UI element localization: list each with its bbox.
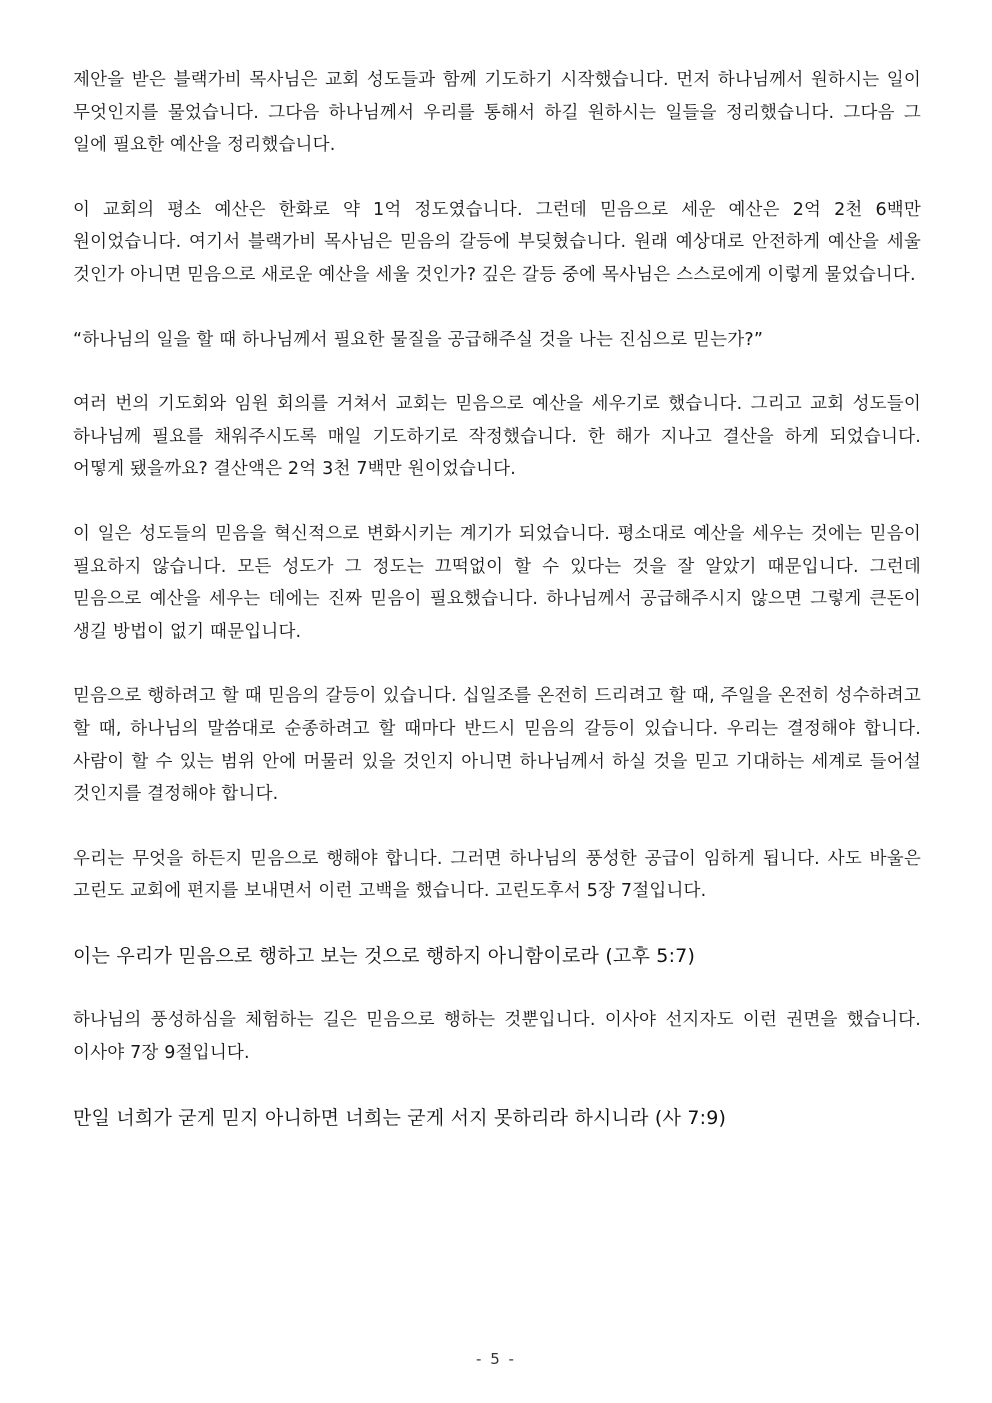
scripture-verse-2cor-5-7: 이는 우리가 믿음으로 행하고 보는 것으로 행하지 아니함이로라 (고후 5:7) — [73, 944, 696, 967]
scripture-verse-isa-7-9: 만일 너희가 굳게 믿지 아니하면 너희는 굳게 서지 못하리라 하시니라 (사 7:9) — [73, 1106, 727, 1129]
paragraph-walk-by-faith: 우리는 무엇을 하든지 믿음으로 행해야 합니다. 그러면 하나님의 풍성한 공급이 임하게 됩니다. 사도 바울은 고린도 교회에 편지를 보내면서 이런 고백을 했습니다. 고린도후서 5장 7절입니다. — [73, 848, 921, 902]
document-body — [73, 64, 921, 1166]
paragraph-proposal-prayer: 제안을 받은 블랙가비 목사님은 교회 성도들과 함께 기도하기 시작했습니다. 먼저 하나님께서 원하시는 일이 무엇인지를 물었습니다. 그다음 하나님께서 우리를 통해서 하길 원하시는 일들을 정리했습니다. 그다음 그 일에 필요한 예산을 정리했습니다. — [73, 70, 921, 156]
paragraph-isaiah-intro: 하나님의 풍성하심을 체험하는 길은 믿음으로 행하는 것뿐입니다. 이사야 선지자도 이런 권면을 했습니다. 이사야 7장 9절입니다. — [73, 1010, 921, 1064]
paragraph-budget-conflict: 이 교회의 평소 예산은 한화로 약 1억 정도였습니다. 그런데 믿음으로 세운 예산은 2억 2천 6백만 원이었습니다. 여기서 블랙가비 목사님은 믿음의 갈등에 부딪혔습니다. 원래 예상대로 안전하게 예산을 세울 것인가 아니면 믿음으로 새로운 예산을 세울 것인가? 깊은 갈등 중에 목사님은 스스로에게 이렇게 물었습니다. — [73, 199, 921, 285]
paragraph-settlement: 여러 번의 기도회와 임원 회의를 거쳐서 교회는 믿음으로 예산을 세우기로 했습니다. 그리고 교회 성도들이 하나님께 필요를 채워주시도록 매일 기도하기로 작정했습니다. 한 해가 지나고 결산을 하게 되었습니다. 어떻게 됐을까요? 결산액은 2억 3천 7백만 원이었습니다. — [73, 394, 921, 480]
paragraph-question-quote: “하나님의 일을 할 때 하나님께서 필요한 물질을 공급해주실 것을 나는 진심으로 믿는가?” — [73, 329, 764, 350]
paragraph-faith-change: 이 일은 성도들의 믿음을 혁신적으로 변화시키는 계기가 되었습니다. 평소대로 예산을 세우는 것에는 믿음이 필요하지 않습니다. 모든 성도가 그 정도는 끄떡없이 할 수 있다는 것을 잘 알았기 때문입니다. 그런데 믿음으로 예산을 세우는 데에는 진짜 믿음이 필요했습니다. 하나님께서 공급해주시지 않으면 그렇게 큰돈이 생길 방법이 없기 때문입니다. — [73, 523, 921, 642]
paragraph-faith-conflict: 믿음으로 행하려고 할 때 믿음의 갈등이 있습니다. 십일조를 온전히 드리려고 할 때, 주일을 온전히 성수하려고 할 때, 하나님의 말씀대로 순종하려고 할 때마다 반드시 믿음의 갈등이 있습니다. 우리는 결정해야 합니다. 사람이 할 수 있는 범위 안에 머물러 있을 것인지 아니면 하나님께서 하실 것을 믿고 기대하는 세계로 들어설 것인지를 결정해야 합니다. — [73, 686, 921, 805]
page-number: - 5 - — [476, 1350, 516, 1368]
